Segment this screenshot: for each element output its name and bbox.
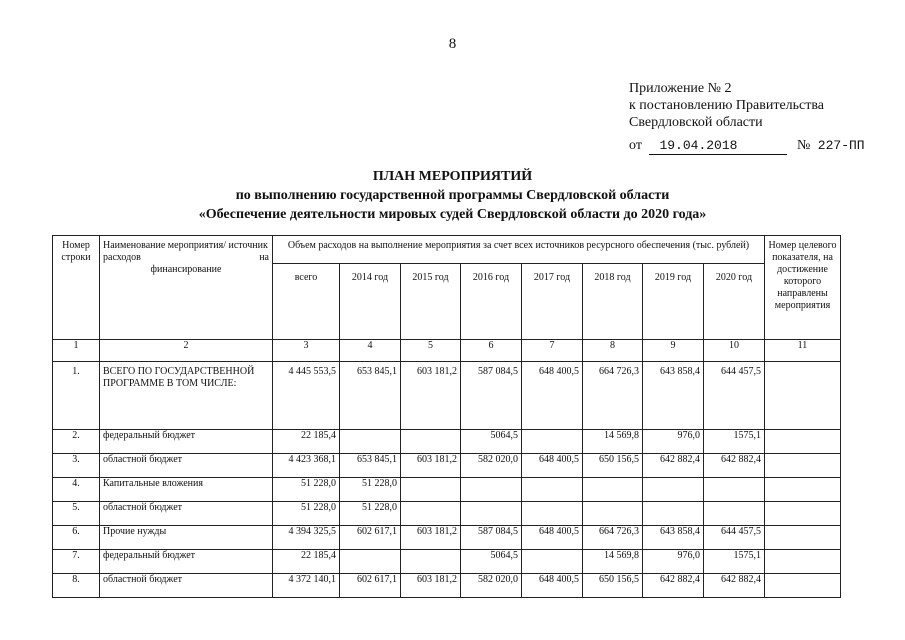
- header-col-2014: 2014 год: [340, 264, 401, 340]
- appendix-line-2: к постановлению Правительства: [629, 98, 825, 113]
- value-cell: 642 882,4: [643, 454, 704, 478]
- row-number-cell: 7.: [53, 550, 100, 574]
- value-cell: [461, 478, 522, 502]
- title-line-1: ПЛАН МЕРОПРИЯТИЙ: [372, 169, 533, 184]
- value-cell: [461, 502, 522, 526]
- value-cell: 4 394 325,5: [273, 526, 340, 550]
- value-cell: [522, 502, 583, 526]
- value-cell: 14 569,8: [583, 550, 643, 574]
- value-cell: 603 181,2: [401, 526, 461, 550]
- value-cell: 643 858,4: [643, 362, 704, 430]
- resolution-number: 227-ПП: [817, 138, 865, 153]
- row-number-cell: 6.: [53, 526, 100, 550]
- header-row-1: [53, 236, 841, 264]
- value-cell: 22 185,4: [273, 430, 340, 454]
- value-cell: 653 845,1: [340, 454, 401, 478]
- value-cell: 51 228,0: [273, 478, 340, 502]
- value-cell: [583, 478, 643, 502]
- value-cell: 4 423 368,1: [273, 454, 340, 478]
- value-cell: 51 228,0: [340, 478, 401, 502]
- value-cell: [704, 502, 765, 526]
- header-name-part2: на: [259, 252, 269, 263]
- document-title: [0, 167, 905, 224]
- header-col-2018: 2018 год: [583, 264, 643, 340]
- value-cell: 653 845,1: [340, 362, 401, 430]
- header-name: [100, 236, 273, 340]
- header-indicator: Номер целевого показателя, на достижение которого направлены мероприятия: [765, 236, 841, 340]
- value-cell: 603 181,2: [401, 362, 461, 430]
- indicator-cell: [765, 502, 841, 526]
- appendix-block: [629, 80, 865, 155]
- value-cell: 5064,5: [461, 430, 522, 454]
- row-number-cell: 5.: [53, 502, 100, 526]
- value-cell: 22 185,4: [273, 550, 340, 574]
- appendix-line-1: Приложение № 2: [629, 81, 732, 96]
- header-col-2020: 2020 год: [704, 264, 765, 340]
- value-cell: 648 400,5: [522, 362, 583, 430]
- col-number: 3: [273, 340, 340, 362]
- row-number-cell: 3.: [53, 454, 100, 478]
- col-number: 8: [583, 340, 643, 362]
- value-cell: 648 400,5: [522, 574, 583, 598]
- row-name-cell: областной бюджет: [100, 454, 273, 478]
- title-line-3: «Обеспечение деятельности мировых судей Свердловской области до 2020 года»: [198, 207, 707, 222]
- row-number-cell: 8.: [53, 574, 100, 598]
- value-cell: [643, 502, 704, 526]
- value-cell: [522, 430, 583, 454]
- appendix-line-3: Свердловской области: [629, 115, 763, 130]
- value-cell: 603 181,2: [401, 574, 461, 598]
- col-number: 11: [765, 340, 841, 362]
- row-number-cell: 2.: [53, 430, 100, 454]
- number-sign: №: [796, 138, 811, 153]
- value-cell: [704, 478, 765, 502]
- row-number-cell: 4.: [53, 478, 100, 502]
- col-number: 6: [461, 340, 522, 362]
- row-name-cell: федеральный бюджет: [100, 430, 273, 454]
- table-row: [53, 478, 841, 502]
- header-col-2019: 2019 год: [643, 264, 704, 340]
- value-cell: 51 228,0: [273, 502, 340, 526]
- table-row: [53, 502, 841, 526]
- value-cell: 644 457,5: [704, 362, 765, 430]
- value-cell: 1575,1: [704, 430, 765, 454]
- value-cell: [401, 550, 461, 574]
- header-col-total: всего: [273, 264, 340, 340]
- value-cell: [643, 478, 704, 502]
- value-cell: 4 445 553,5: [273, 362, 340, 430]
- value-cell: [401, 502, 461, 526]
- page-number: 8: [448, 36, 457, 52]
- value-cell: 602 617,1: [340, 526, 401, 550]
- row-name-cell: областной бюджет: [100, 502, 273, 526]
- value-cell: 650 156,5: [583, 454, 643, 478]
- col-number: 1: [53, 340, 100, 362]
- value-cell: 642 882,4: [704, 574, 765, 598]
- header-volume: Объем расходов на выполнение мероприятия за счет всех источников ресурсного обеспечения (тыс. рублей): [273, 236, 765, 264]
- indicator-cell: [765, 550, 841, 574]
- value-cell: 648 400,5: [522, 526, 583, 550]
- value-cell: [522, 550, 583, 574]
- indicator-cell: [765, 430, 841, 454]
- col-number: 7: [522, 340, 583, 362]
- value-cell: [340, 430, 401, 454]
- appendix-date-line: [629, 137, 865, 155]
- value-cell: 650 156,5: [583, 574, 643, 598]
- row-number-cell: 1.: [53, 362, 100, 430]
- header-row-number: Номер строки: [53, 236, 100, 340]
- value-cell: 587 084,5: [461, 526, 522, 550]
- table-row: [53, 550, 841, 574]
- col-number: 4: [340, 340, 401, 362]
- value-cell: [522, 478, 583, 502]
- value-cell: 976,0: [643, 430, 704, 454]
- value-cell: 1575,1: [704, 550, 765, 574]
- value-cell: 602 617,1: [340, 574, 401, 598]
- table-row: [53, 430, 841, 454]
- row-name-cell: Прочие нужды: [100, 526, 273, 550]
- value-cell: [583, 502, 643, 526]
- table-row: [53, 362, 841, 430]
- plan-table: [52, 235, 841, 598]
- header-col-2017: 2017 год: [522, 264, 583, 340]
- indicator-cell: [765, 526, 841, 550]
- value-cell: 642 882,4: [643, 574, 704, 598]
- value-cell: 603 181,2: [401, 454, 461, 478]
- value-cell: 664 726,3: [583, 362, 643, 430]
- header-name-part1: Наименование мероприятия/ источник расходов: [103, 240, 268, 263]
- value-cell: 4 372 140,1: [273, 574, 340, 598]
- header-col-2015: 2015 год: [401, 264, 461, 340]
- table-row: [53, 574, 841, 598]
- col-number: 5: [401, 340, 461, 362]
- value-cell: 642 882,4: [704, 454, 765, 478]
- table-row: [53, 526, 841, 550]
- value-cell: 582 020,0: [461, 574, 522, 598]
- header-name-part3: финансирование: [150, 264, 222, 275]
- resolution-date: 19.04.2018: [649, 137, 787, 155]
- value-cell: 643 858,4: [643, 526, 704, 550]
- value-cell: [340, 550, 401, 574]
- col-number: 2: [100, 340, 273, 362]
- value-cell: 5064,5: [461, 550, 522, 574]
- row-name-cell: Капитальные вложения: [100, 478, 273, 502]
- indicator-cell: [765, 454, 841, 478]
- column-number-row: [53, 340, 841, 362]
- value-cell: 587 084,5: [461, 362, 522, 430]
- row-name-cell: федеральный бюджет: [100, 550, 273, 574]
- value-cell: 664 726,3: [583, 526, 643, 550]
- value-cell: 976,0: [643, 550, 704, 574]
- indicator-cell: [765, 574, 841, 598]
- title-line-2: по выполнению государственной программы Свердловской области: [235, 188, 670, 203]
- value-cell: [401, 430, 461, 454]
- value-cell: 14 569,8: [583, 430, 643, 454]
- row-name-cell: ВСЕГО ПО ГОСУДАРСТВЕННОЙ ПРОГРАММЕ В ТОМ ЧИСЛЕ:: [100, 362, 273, 430]
- table-row: [53, 454, 841, 478]
- indicator-cell: [765, 362, 841, 430]
- value-cell: 644 457,5: [704, 526, 765, 550]
- header-col-2016: 2016 год: [461, 264, 522, 340]
- date-prefix: от: [629, 138, 642, 153]
- value-cell: 51 228,0: [340, 502, 401, 526]
- value-cell: [401, 478, 461, 502]
- value-cell: 582 020,0: [461, 454, 522, 478]
- value-cell: 648 400,5: [522, 454, 583, 478]
- col-number: 10: [704, 340, 765, 362]
- row-name-cell: областной бюджет: [100, 574, 273, 598]
- indicator-cell: [765, 478, 841, 502]
- col-number: 9: [643, 340, 704, 362]
